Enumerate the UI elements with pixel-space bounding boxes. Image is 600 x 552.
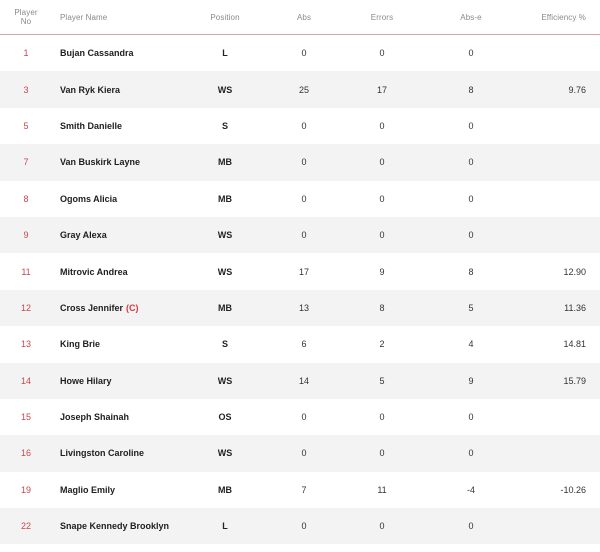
player-position: S — [221, 339, 228, 350]
player-abs-e: 0 — [468, 448, 474, 459]
player-name: Ogoms Alicia — [60, 193, 118, 204]
player-name: Cross Jennifer — [60, 302, 124, 313]
player-errors: 9 — [379, 266, 385, 277]
player-position: WS — [217, 448, 233, 459]
player-abs: 0 — [301, 412, 307, 423]
player-name-cell — [60, 435, 205, 471]
player-abs-e: 0 — [468, 412, 474, 423]
table-row — [0, 363, 600, 399]
table-row — [0, 35, 600, 71]
player-efficiency: 15.79 — [563, 375, 586, 386]
player-position: MB — [218, 193, 232, 204]
player-efficiency — [500, 108, 586, 144]
player-name: Livingston Caroline — [60, 448, 145, 459]
player-name: Bujan Cassandra — [60, 48, 134, 59]
player-errors: 8 — [379, 302, 385, 313]
player-efficiency: 11.36 — [564, 302, 586, 313]
player-efficiency: 9.76 — [568, 84, 586, 95]
player-errors: 2 — [379, 339, 385, 350]
player-number: 7 — [23, 157, 29, 168]
header-player-name: Player Name — [60, 12, 108, 22]
player-errors: 0 — [379, 230, 385, 241]
player-position: S — [221, 120, 228, 131]
player-efficiency: 12.90 — [563, 266, 586, 277]
player-abs: 0 — [301, 521, 307, 532]
header-errors: Errors — [370, 12, 394, 22]
player-abs-e: 9 — [468, 375, 474, 386]
player-abs: 0 — [301, 120, 307, 131]
player-efficiency — [500, 399, 586, 435]
table-row — [0, 326, 600, 362]
player-name: Howe Hilary — [60, 375, 112, 386]
player-errors: 5 — [379, 375, 385, 386]
player-abs: 0 — [301, 193, 307, 204]
player-number: 13 — [20, 339, 31, 350]
header-efficiency: Efficiency % — [541, 12, 586, 22]
player-position: WS — [217, 266, 233, 277]
player-name-cell — [60, 144, 205, 180]
player-position: MB — [218, 484, 232, 495]
player-abs-e: 0 — [468, 157, 474, 168]
player-errors: 17 — [376, 84, 387, 95]
table-row — [0, 108, 600, 144]
captain-badge: (C) — [126, 302, 139, 313]
player-position: WS — [217, 230, 233, 241]
player-efficiency — [500, 508, 586, 544]
player-efficiency: 14.81 — [563, 339, 586, 350]
player-name: Smith Danielle — [60, 120, 123, 131]
table-body — [0, 35, 600, 544]
header-player-no-line1: Player — [14, 8, 38, 17]
player-errors: 0 — [379, 193, 385, 204]
player-name-cell — [60, 217, 205, 253]
table-header — [0, 0, 600, 35]
player-name: Joseph Shainah — [60, 412, 130, 423]
table-row — [0, 472, 600, 508]
player-name-cell — [60, 71, 205, 107]
player-abs: 25 — [298, 84, 309, 95]
player-number: 1 — [23, 48, 29, 59]
player-number: 15 — [20, 412, 31, 423]
player-number: 3 — [23, 84, 29, 95]
player-position: WS — [217, 375, 233, 386]
player-name: Mitrovic Andrea — [60, 266, 128, 277]
player-abs-e: 5 — [468, 302, 474, 313]
player-number: 12 — [20, 302, 31, 313]
player-abs-e: 4 — [468, 339, 474, 350]
player-name: Snape Kennedy Brooklyn — [60, 521, 170, 532]
header-position: Position — [210, 12, 240, 22]
player-abs-e: 0 — [468, 230, 474, 241]
player-errors: 0 — [379, 48, 385, 59]
player-abs-e: -4 — [466, 484, 475, 495]
table-row — [0, 399, 600, 435]
player-efficiency — [500, 435, 586, 471]
header-player-no — [0, 0, 52, 34]
player-name-cell — [60, 363, 205, 399]
player-abs: 0 — [301, 448, 307, 459]
player-name-cell — [60, 35, 205, 71]
player-position: OS — [218, 412, 232, 423]
player-position: L — [222, 521, 228, 532]
player-efficiency — [500, 35, 586, 71]
player-name-cell — [60, 108, 205, 144]
player-name: Van Ryk Kiera — [60, 84, 121, 95]
player-name-cell — [60, 326, 205, 362]
player-efficiency — [500, 217, 586, 253]
player-name: Gray Alexa — [60, 230, 107, 241]
player-abs-e: 0 — [468, 48, 474, 59]
player-efficiency — [500, 181, 586, 217]
player-number: 5 — [23, 120, 29, 131]
player-abs-e: 0 — [468, 120, 474, 131]
player-errors: 0 — [379, 157, 385, 168]
table-row — [0, 435, 600, 471]
player-errors: 11 — [377, 484, 387, 495]
player-number: 11 — [21, 266, 31, 277]
player-errors: 0 — [379, 120, 385, 131]
player-number: 19 — [20, 484, 31, 495]
table-row — [0, 217, 600, 253]
player-abs-e: 8 — [468, 84, 474, 95]
player-number: 8 — [23, 193, 29, 204]
player-abs: 0 — [301, 157, 307, 168]
player-abs: 0 — [301, 230, 307, 241]
player-name-cell — [60, 399, 205, 435]
player-efficiency: -10.26 — [560, 484, 586, 495]
player-name-cell — [60, 508, 205, 544]
player-abs: 13 — [298, 302, 309, 313]
player-abs: 0 — [301, 48, 307, 59]
player-name: Van Buskirk Layne — [60, 157, 141, 168]
player-name-cell — [60, 181, 205, 217]
table-row — [0, 71, 600, 107]
player-abs: 7 — [301, 484, 307, 495]
player-position: MB — [218, 302, 232, 313]
player-name-cell — [60, 253, 205, 289]
player-name-cell — [60, 290, 205, 326]
table-row — [0, 181, 600, 217]
player-errors: 0 — [379, 521, 385, 532]
player-abs-e: 8 — [468, 266, 474, 277]
player-number: 14 — [20, 375, 31, 386]
player-abs-e: 0 — [468, 193, 474, 204]
player-efficiency — [500, 144, 586, 180]
player-number: 9 — [23, 230, 29, 241]
player-position: MB — [218, 157, 232, 168]
player-number: 22 — [20, 521, 31, 532]
player-position: WS — [217, 84, 233, 95]
player-position: L — [222, 48, 228, 59]
table-row — [0, 253, 600, 289]
table-row — [0, 508, 600, 544]
header-abs-e: Abs-e — [460, 12, 482, 22]
table-row — [0, 290, 600, 326]
player-errors: 0 — [379, 448, 385, 459]
player-name-cell — [60, 472, 205, 508]
header-player-no-line2: No — [20, 17, 32, 26]
table-row — [0, 144, 600, 180]
player-name: Maglio Emily — [60, 484, 116, 495]
player-abs: 17 — [298, 266, 309, 277]
player-abs-e: 0 — [468, 521, 474, 532]
player-name: King Brie — [60, 339, 101, 350]
player-abs: 6 — [301, 339, 307, 350]
player-errors: 0 — [379, 412, 385, 423]
player-number: 16 — [20, 448, 31, 459]
header-abs: Abs — [296, 12, 312, 22]
player-abs: 14 — [298, 375, 309, 386]
